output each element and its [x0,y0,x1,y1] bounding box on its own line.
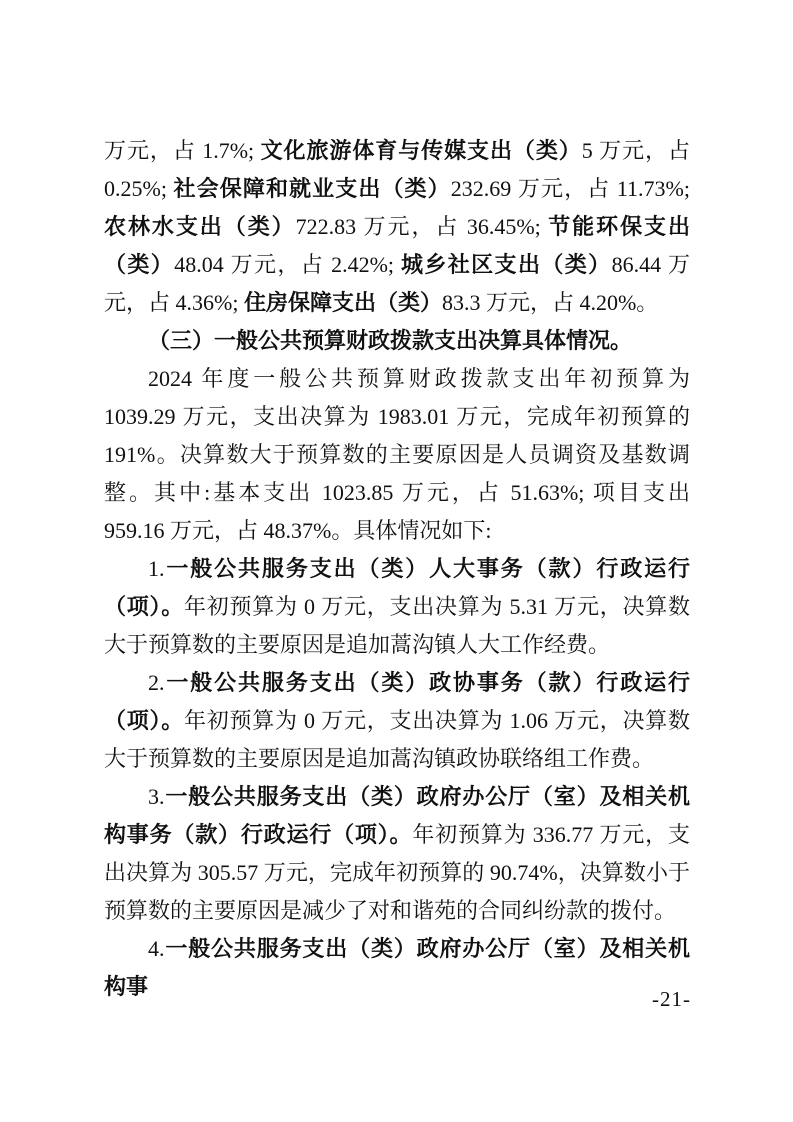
text-segment: 83.3 万元，占 4.20%。 [441,290,659,315]
bold-text-segment: 一般公共服务支出（类）人大事务（款）行政运行（项）。 [104,556,690,619]
text-segment: 2. [148,670,165,695]
bold-text-segment: 一般公共服务支出（类）政府办公厅（室）及相关机构事务（款）行政运行（项）。 [104,784,690,847]
para-item-2-cppcc [104,664,690,778]
para-section-3-heading [104,322,690,360]
text-segment: 1. [148,556,165,581]
text-segment: 232.69 万元，占 11.73%; [450,176,690,201]
text-segment: 万元，占 1.7%; [104,138,261,163]
bold-text-segment: 一般公共服务支出（类）政府办公厅（室）及相关机构事 [104,936,690,999]
text-segment: 4. [148,936,165,961]
para-budget-overview [104,360,690,550]
para-item-4-partial [104,930,690,1006]
para-expenditure-categories-continued [104,132,690,322]
text-segment: 5 万元，占 0.25%; [104,138,690,201]
text-segment: 3. [148,784,165,809]
text-segment: 86.44 万元，占 4.36%; [104,252,690,315]
bold-text-segment: 住房保障支出（类） [243,290,442,315]
bold-text-segment: 一般公共服务支出（类）政协事务（款）行政运行（项）。 [104,670,690,733]
page-number: -21- [652,987,691,1011]
bold-text-segment: 城乡社区支出（类） [400,252,612,277]
para-item-3-government-office [104,778,690,930]
text-segment: 48.04 万元，占 2.42%; [174,252,401,277]
bold-text-segment: 节能环保支出（类） [104,214,690,277]
document-text-block [104,132,690,1006]
bold-text-segment: 社会保障和就业支出（类） [173,176,451,201]
text-segment: 年初预算为 0 万元，支出决算为 1.06 万元，决算数大于预算数的主要原因是追加蒿沟镇政协联络组工作费。 [104,708,690,771]
text-segment: 年初预算为 336.77 万元，支出决算为 305.57 万元，完成年初预算的 90.74%，决算数小于预算数的主要原因是减少了对和谐苑的合同纠纷款的拨付。 [104,822,690,923]
text-segment: 2024 年度一般公共预算财政拨款支出年初预算为 1039.29 万元，支出决算为 1983.01 万元，完成年初预算的 191%。决算数大于预算数的主要原因是人员调资及基数调整。其中:基本支出 1023.85 万元，占 51.63%; 项目支出 959.16 万元，占 48.37%。具体情况如下: [104,366,690,543]
bold-text-segment: 文化旅游体育与传媒支出（类） [260,138,582,163]
bold-text-segment: 农林水支出（类） [104,214,296,239]
text-segment: 722.83 万元，占 36.45%; [295,214,549,239]
para-item-1-people-congress [104,550,690,664]
text-segment: 年初预算为 0 万元，支出决算为 5.31 万元，决算数大于预算数的主要原因是追加蒿沟镇人大工作经费。 [104,594,690,657]
bold-text-segment: （三）一般公共预算财政拨款支出决算具体情况。 [148,328,633,353]
